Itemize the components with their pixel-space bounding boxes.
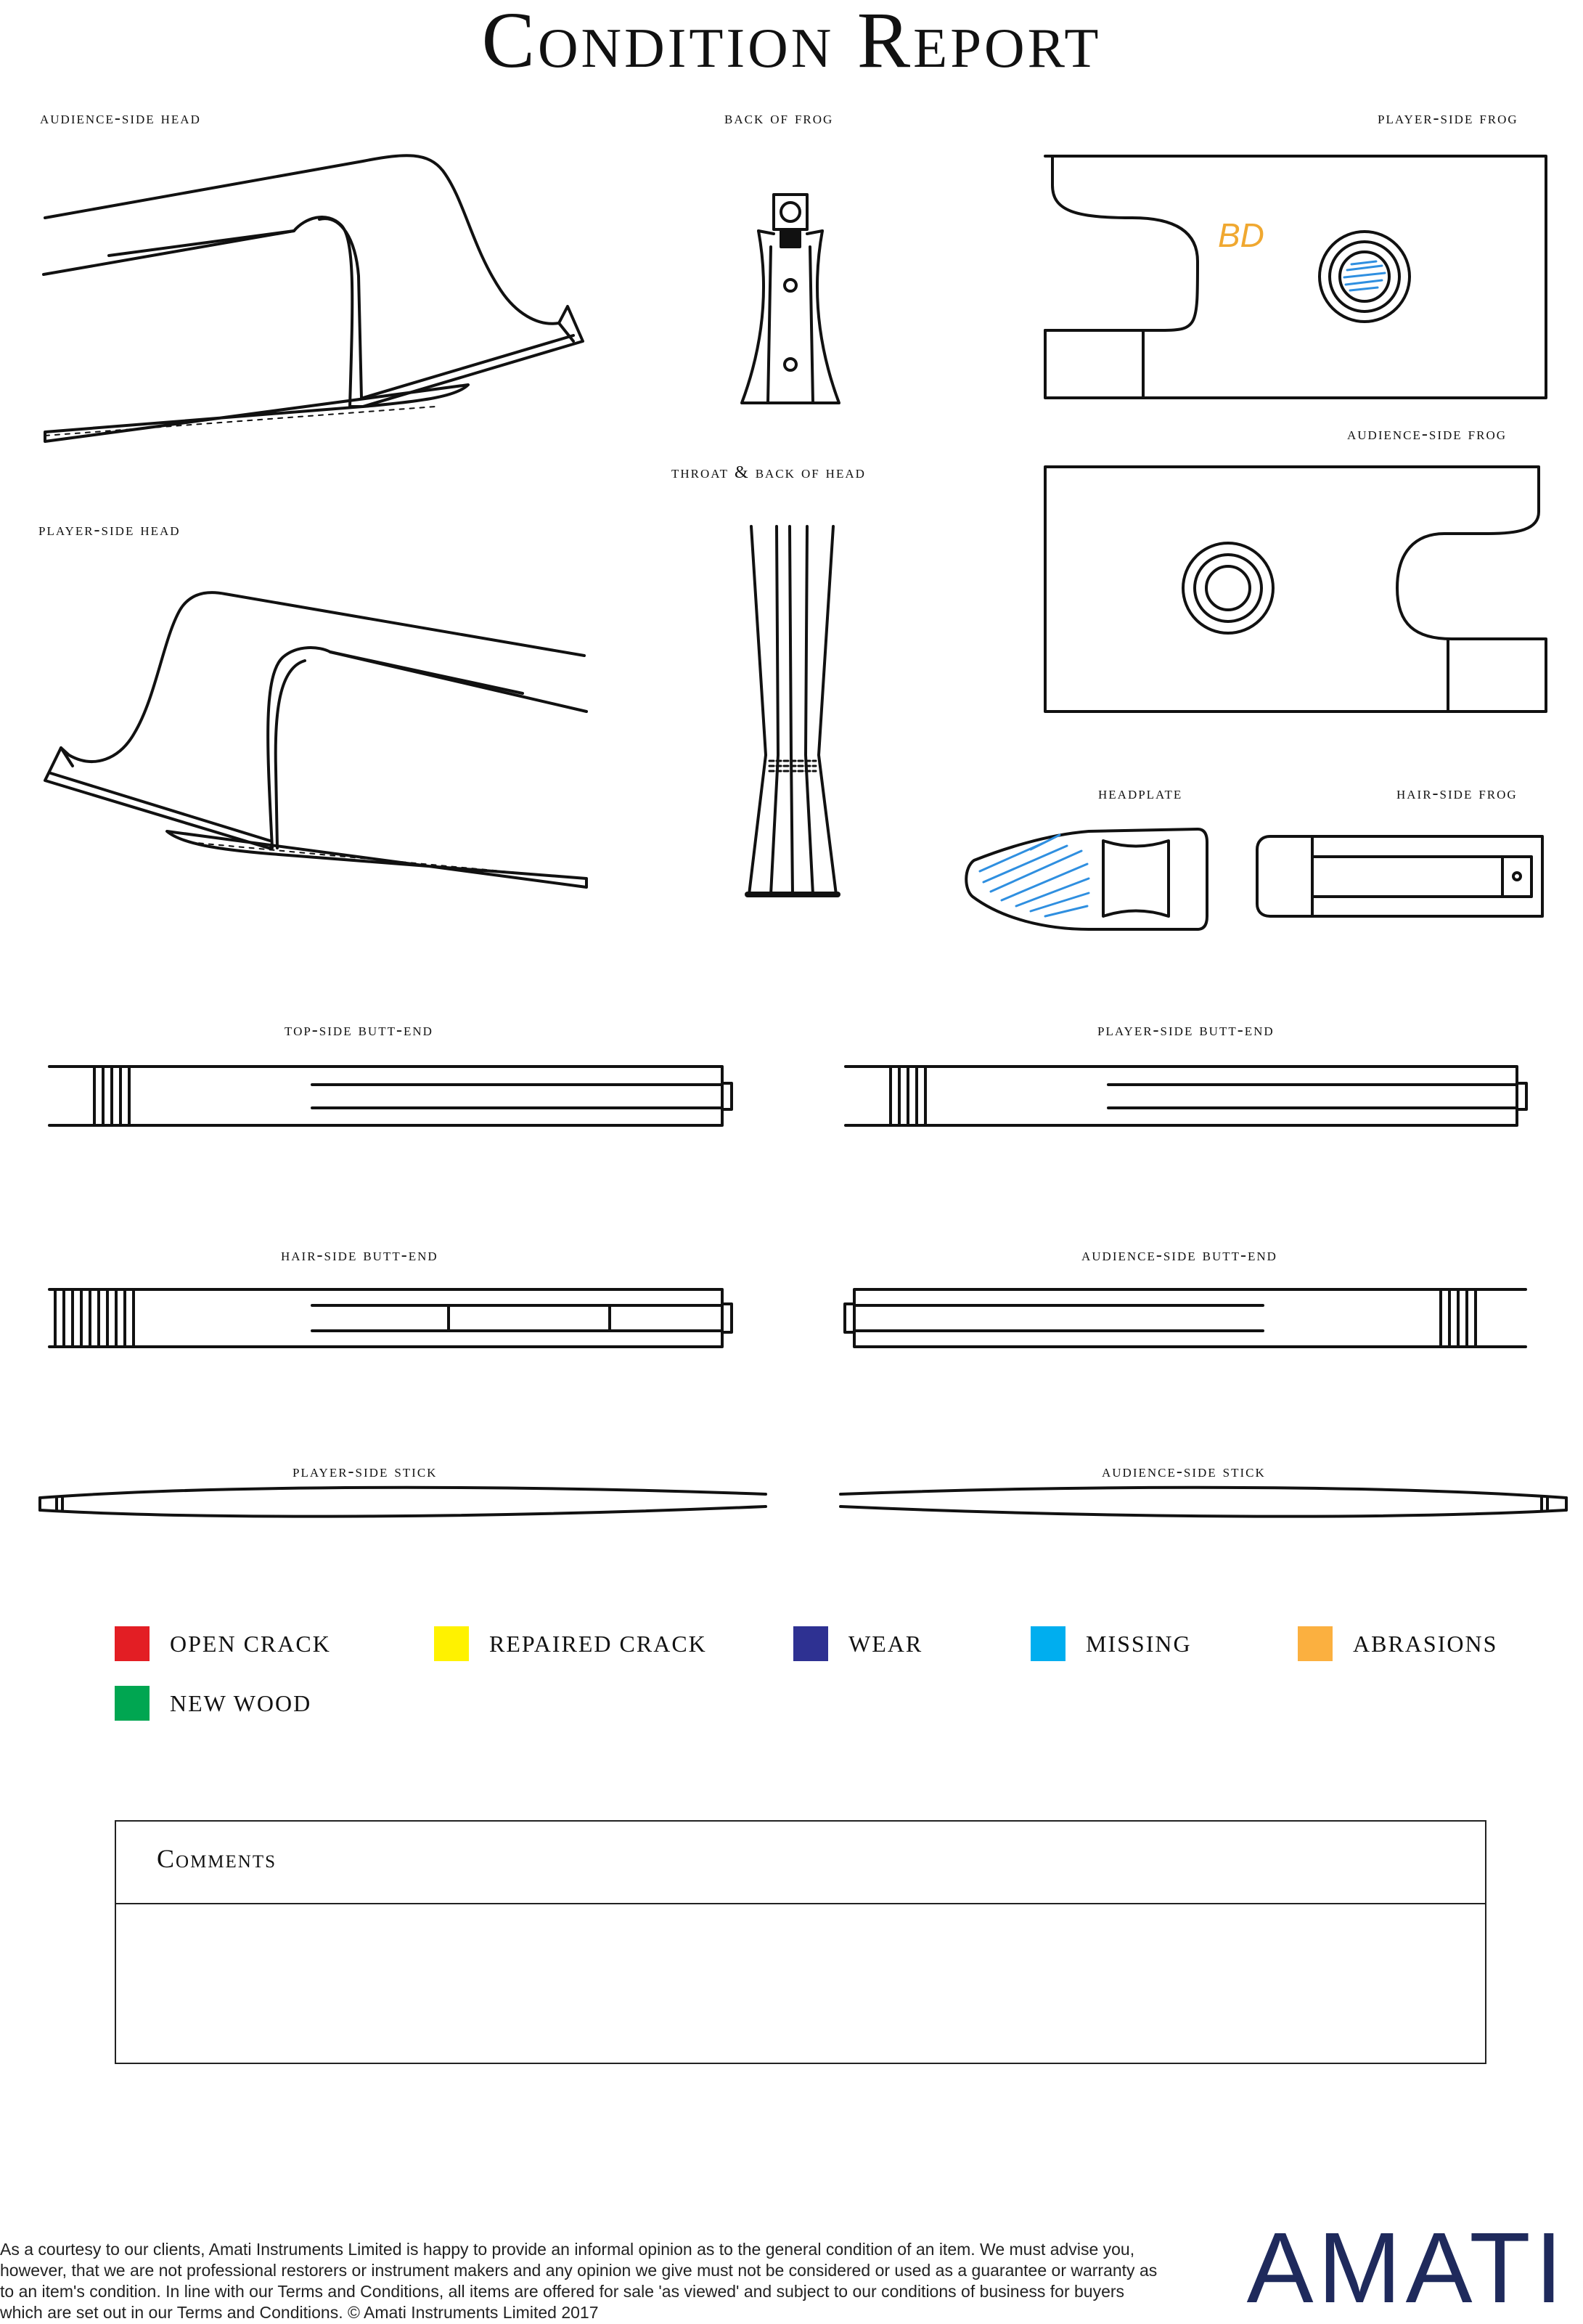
- legend-label: MISSING: [1086, 1630, 1192, 1657]
- hair-side-butt-end-drawing: [49, 1289, 732, 1347]
- label-hair-side-frog: hair-side frog: [1396, 784, 1518, 803]
- label-throat-back-of-head: throat & back of head: [671, 463, 866, 482]
- label-player-side-frog: player-side frog: [1378, 109, 1518, 128]
- comments-title: Comments: [157, 1844, 277, 1873]
- legend-label: REPAIRED CRACK: [489, 1630, 707, 1657]
- label-audience-side-stick: audience-side stick: [1102, 1462, 1266, 1481]
- legend-label: OPEN CRACK: [170, 1630, 331, 1657]
- player-side-frog-drawing: [1045, 156, 1546, 398]
- page-title: Condition Report: [481, 0, 1102, 84]
- legend-label: ABRASIONS: [1353, 1630, 1498, 1657]
- missing-annotation-player-frog: [1344, 261, 1385, 290]
- svg-text:BD: BD: [1218, 216, 1264, 254]
- legend-swatch: [115, 1686, 150, 1721]
- back-of-frog-drawing: [742, 195, 839, 403]
- legend-swatch: [1298, 1626, 1333, 1661]
- comments-header: [116, 1822, 1485, 1904]
- audience-side-frog-drawing: [1045, 467, 1546, 712]
- label-headplate: headplate: [1098, 784, 1183, 803]
- legend-swatch: [793, 1626, 828, 1661]
- label-player-side-head: player-side head: [38, 521, 181, 539]
- comments-box: [115, 1820, 1486, 2064]
- label-hair-side-butt-end: hair-side butt-end: [281, 1246, 438, 1265]
- legend-item-repaired-crack: [434, 1626, 707, 1661]
- player-side-head-drawing: [45, 592, 586, 887]
- label-back-of-frog: back of frog: [724, 109, 834, 128]
- legend-label: WEAR: [848, 1630, 923, 1657]
- audience-side-stick-drawing: [840, 1488, 1566, 1517]
- amati-logo: AMATI: [1246, 2212, 1567, 2324]
- audience-side-butt-end-drawing: [845, 1289, 1526, 1347]
- legend-item-wear: [793, 1626, 923, 1661]
- top-side-butt-end-drawing: [49, 1067, 732, 1125]
- legend-swatch: [115, 1626, 150, 1661]
- label-player-side-butt-end: player-side butt-end: [1097, 1021, 1275, 1040]
- label-audience-side-frog: audience-side frog: [1347, 425, 1507, 444]
- legend-item-missing: [1031, 1626, 1192, 1661]
- disclaimer-text: As a courtesy to our clients, Amati Instruments Limited is happy to provide an informal opinion as to the general condition of an item. We must advise you, however, that we are not professional restorers or instrument makers and any opinion we give must not be considered or used as a guarantee or warranty as to an item's condition. In line with our Terms and Conditions, all items are offered for sale 'as viewed' and subject to our conditions of business for buyers which are set out in our Terms and Conditions. © Amati Instruments Limited 2017: [0, 2240, 1158, 2322]
- hair-side-frog-drawing: [1257, 836, 1542, 916]
- legend-item-new-wood: [115, 1686, 311, 1721]
- legend-label: NEW WOOD: [170, 1689, 312, 1716]
- player-side-butt-end-drawing: [846, 1067, 1526, 1125]
- audience-side-head-drawing: [44, 155, 583, 441]
- abrasion-annotation-text: [1218, 216, 1264, 254]
- label-audience-side-head: audience-side head: [40, 109, 201, 128]
- player-side-stick-drawing: [40, 1488, 766, 1517]
- legend-item-abrasions: [1298, 1626, 1497, 1661]
- throat-back-of-head-drawing: [748, 526, 838, 894]
- label-player-side-stick: player-side stick: [293, 1462, 438, 1481]
- legend-swatch: [1031, 1626, 1065, 1661]
- legend-item-open-crack: [115, 1626, 331, 1661]
- comments-body[interactable]: [116, 1904, 1485, 2063]
- missing-annotation-headplate: [980, 835, 1089, 916]
- label-top-side-butt-end: top-side butt-end: [285, 1021, 433, 1040]
- legend-swatch: [434, 1626, 469, 1661]
- label-audience-side-butt-end: audience-side butt-end: [1081, 1246, 1277, 1265]
